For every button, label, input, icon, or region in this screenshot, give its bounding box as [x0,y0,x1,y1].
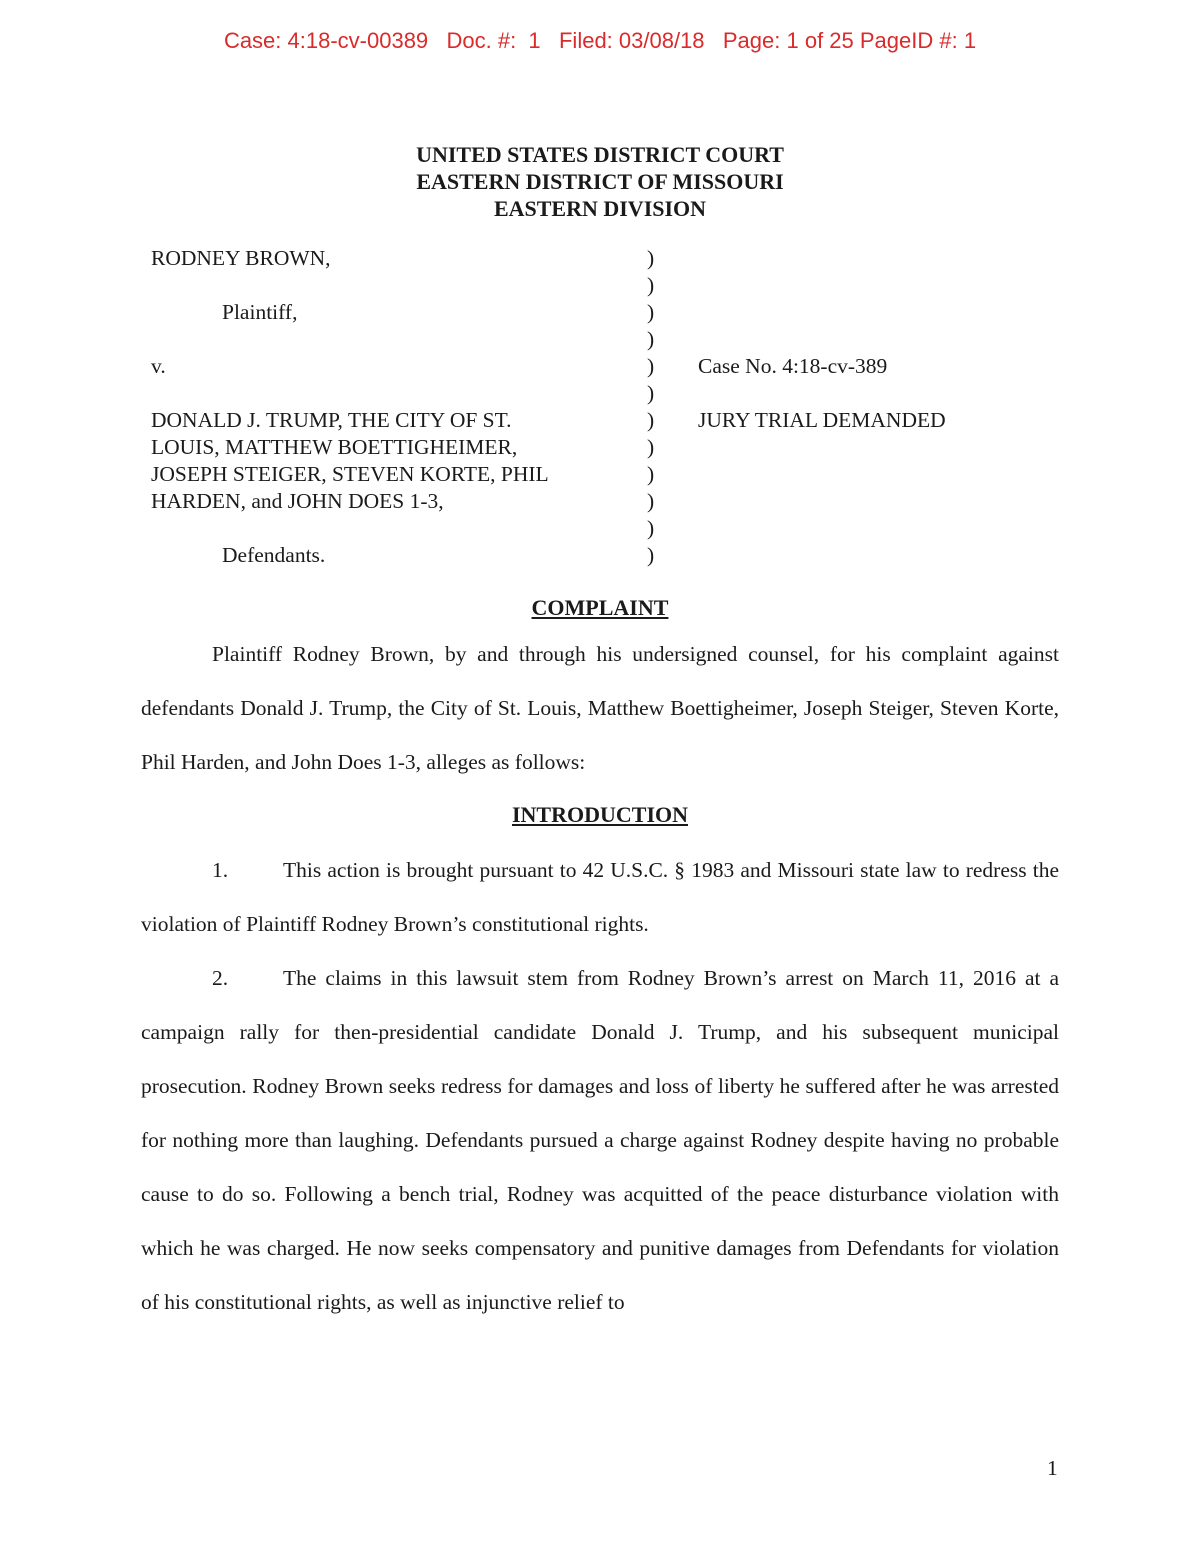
numbered-paragraph-1 [141,843,1059,951]
page-number: 1 [1047,1456,1058,1480]
caption-paren: ) [647,408,655,432]
intro-paragraph-text: Plaintiff Rodney Brown, by and through his undersigned counsel, for his complaint against defendants Donald J. Trump, the City of St. Louis, Matthew Boettigheimer, Joseph Steiger, Steven Korte, Phil Harden, and John Does 1-3, alleges as follows: [141,642,1059,774]
caption-paren: ) [647,381,655,405]
defendants-line: JOSEPH STEIGER, STEVEN KORTE, PHIL [151,462,549,486]
case-number: Case No. 4:18-cv-389 [698,354,888,378]
court-name: UNITED STATES DISTRICT COURT [416,142,784,167]
numbered-paragraph-2 [141,951,1059,1329]
paragraph-text: The claims in this lawsuit stem from Rodney Brown’s arrest on March 11, 2016 at a campaign rally for then-presidential candidate Donald J. Trump, and his subsequent municipal prosecution. Rodney Brown seeks redress for damages and loss of liberty he suffered after he was arrested for nothing more than laughing. Defendants pursued a charge against Rodney despite having no probable cause to do so. Following a bench trial, Rodney was acquitted of the peace disturbance violation with which he was charged. He now seeks compensatory and punitive damages from Defendants for violation of his constitutional rights, as well as injunctive relief to [141,966,1059,1314]
complaint-heading: COMPLAINT [531,595,669,620]
caption-paren: ) [647,489,655,513]
case-caption-parties [151,245,549,569]
jury-demand: JURY TRIAL DEMANDED [698,408,946,432]
paragraph-number: 1. [212,858,229,882]
caption-paren: ) [647,462,655,486]
caption-paren: ) [647,300,655,324]
defendants-line: LOUIS, MATTHEW BOETTIGHEIMER, [151,435,518,459]
paragraph-number: 2. [212,966,229,990]
court-division: EASTERN DIVISION [493,196,707,221]
caption-paren: ) [647,327,655,351]
caption-paren: ) [647,246,655,270]
defendants-line: DONALD J. TRUMP, THE CITY OF ST. [151,408,512,432]
court-heading [0,141,1200,222]
versus-label: v. [151,354,166,378]
introduction-heading: INTRODUCTION [511,802,689,827]
court-district: EASTERN DISTRICT OF MISSOURI [416,169,784,194]
caption-paren: ) [647,354,655,378]
caption-paren: ) [647,516,655,540]
defendants-label: Defendants. [222,543,326,567]
caption-paren: ) [647,543,655,567]
filing-header-stamp: Case: 4:18-cv-00389 Doc. #: 1 Filed: 03/08/18 Page: 1 of 25 PageID #: 1 [223,28,977,53]
intro-paragraph [141,627,1059,789]
plaintiff-name: RODNEY BROWN, [151,246,331,270]
caption-paren: ) [647,273,655,297]
caption-paren: ) [647,435,655,459]
plaintiff-label: Plaintiff, [222,300,298,324]
defendants-line: HARDEN, and JOHN DOES 1-3, [151,489,444,513]
caption-parentheses-column [647,245,654,569]
paragraph-text: This action is brought pursuant to 42 U.S.C. § 1983 and Missouri state law to redress the violation of Plaintiff Rodney Brown’s constitutional rights. [141,858,1059,936]
